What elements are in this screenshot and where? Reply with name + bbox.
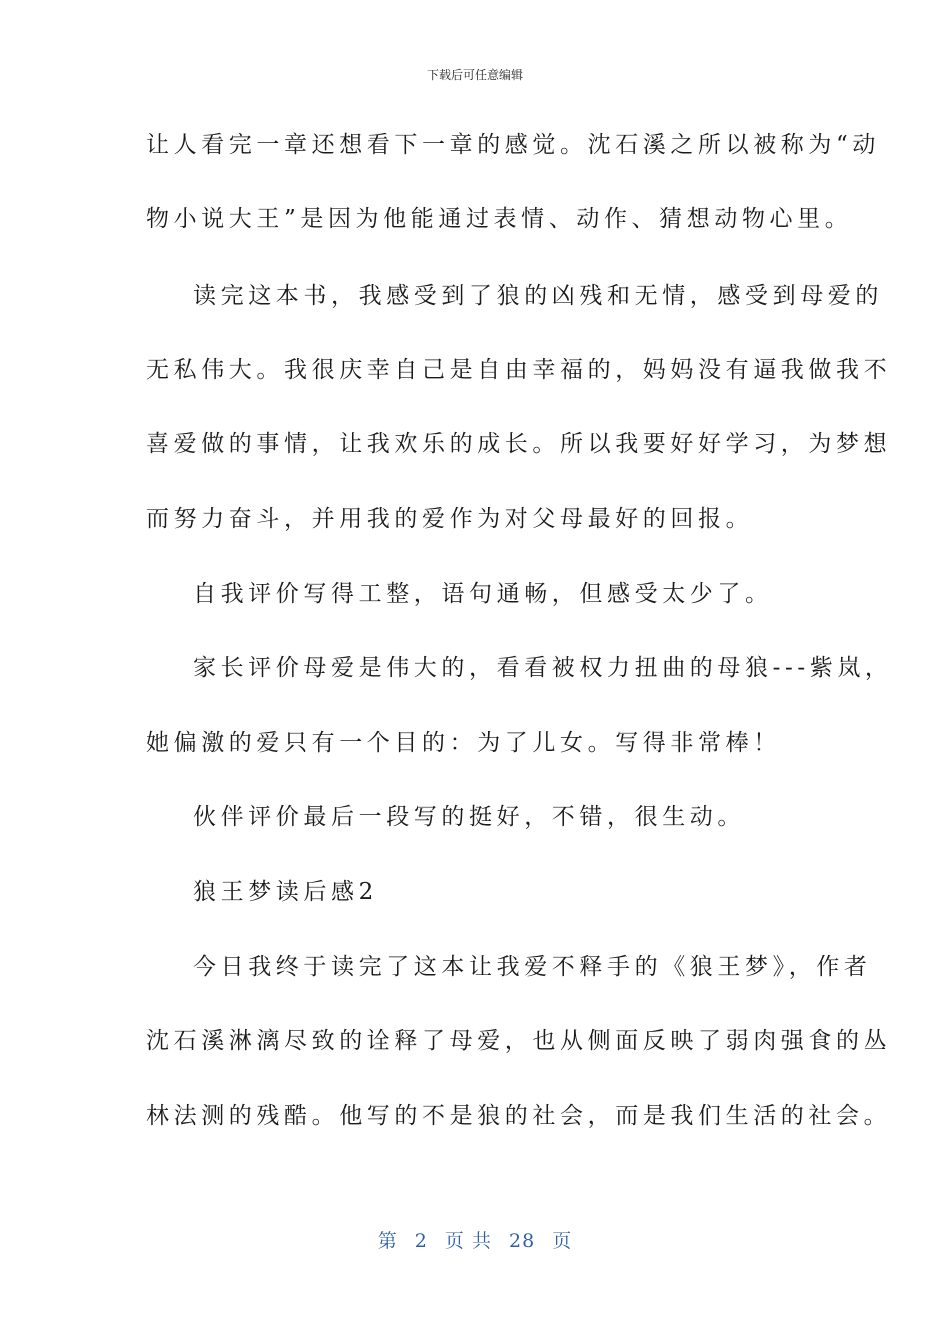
text-line: 她偏激的爱只有一个目的：为了儿女。写得非常棒！ xyxy=(146,730,781,756)
text-line: 自我评价写得工整，语句通畅，但感受太少了。 xyxy=(193,581,773,607)
text-line: 让人看完一章还想看下一章的感觉。沈石溪之所以被称为“动 xyxy=(146,132,880,158)
text-line: 伙伴评价最后一段写的挺好，不错，很生动。 xyxy=(193,804,745,830)
footer-prefix: 第 xyxy=(377,1230,398,1252)
text-line: 而努力奋斗，并用我的爱作为对父母最好的回报。 xyxy=(146,506,754,532)
page-footer xyxy=(0,1226,950,1253)
current-page-number: 2 xyxy=(414,1230,428,1252)
text-line: 喜爱做的事情，让我欢乐的成长。所以我要好好学习，为梦想 xyxy=(146,431,892,457)
text-line: 林法测的残酷。他写的不是狼的社会，而是我们生活的社会。 xyxy=(146,1103,892,1129)
text-line: 今日我终于读完了这本让我爱不释手的《狼王梦》，作者 xyxy=(193,954,872,980)
text-line: 读完这本书，我感受到了狼的凶残和无情，感受到母爱的 xyxy=(193,283,883,309)
section-heading: 狼王梦读后感2 xyxy=(193,879,378,905)
page-header: 下载后可任意编辑 xyxy=(426,68,523,82)
total-pages: 28 xyxy=(509,1230,536,1252)
text-line: 沈石溪淋漓尽致的诠释了母爱，也从侧面反映了弱肉强食的丛 xyxy=(146,1028,892,1054)
footer-suffix: 页 xyxy=(552,1230,573,1252)
text-line: 家长评价母爱是伟大的，看看被权力扭曲的母狼---紫岚， xyxy=(193,655,893,681)
footer-middle: 页 共 xyxy=(444,1230,492,1252)
text-line: 物小说大王”是因为他能通过表情、动作、猜想动物心里。 xyxy=(146,206,853,232)
text-line: 无私伟大。我很庆幸自己是自由幸福的，妈妈没有逼我做我不 xyxy=(146,357,892,383)
